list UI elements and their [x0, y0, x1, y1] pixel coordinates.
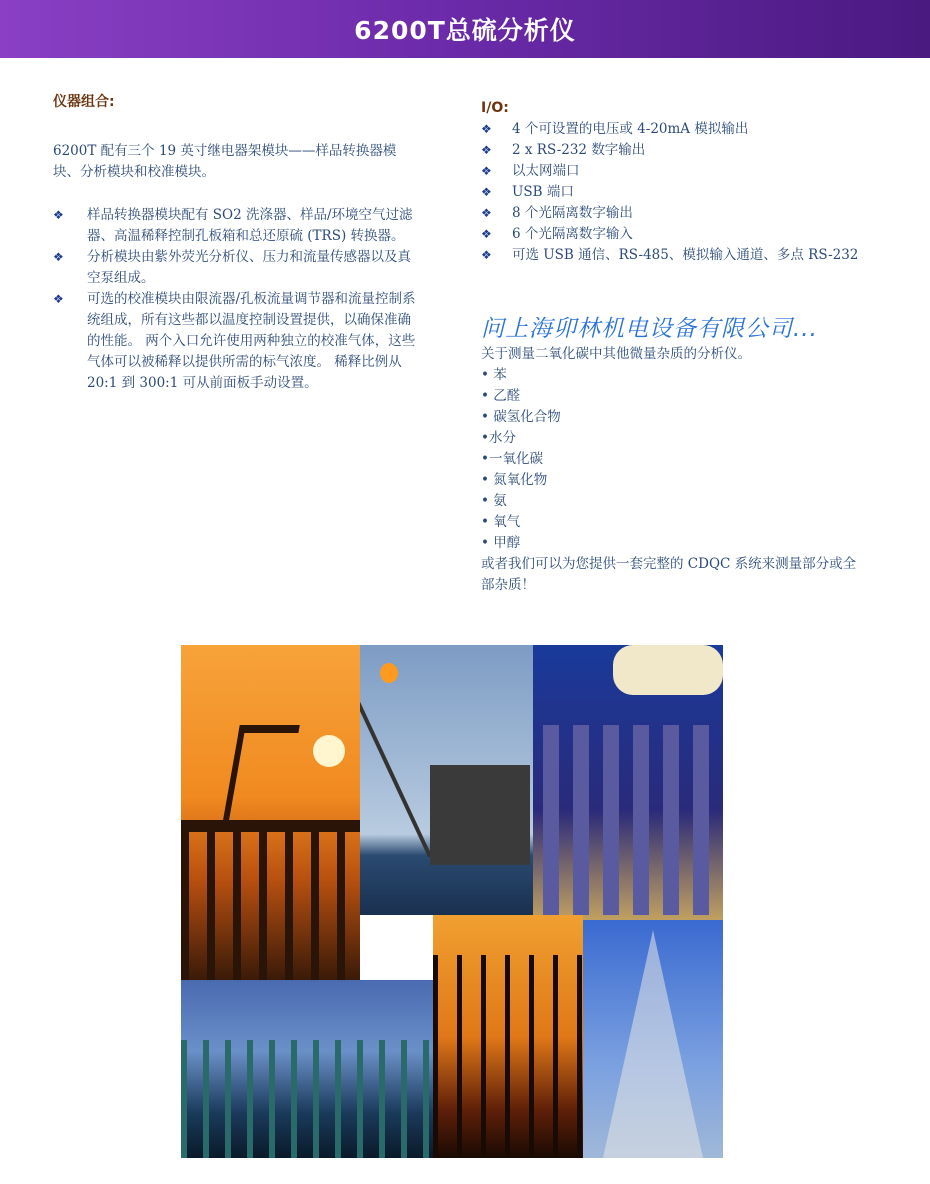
- list-item: •水分: [481, 430, 516, 446]
- list-item: ❖ 可选 USB 通信、RS-485、模拟输入通道、多点 RS-232: [481, 245, 861, 266]
- list-item: •一氧化碳: [481, 451, 543, 467]
- list-item: • 氧气: [481, 514, 521, 530]
- page-title: 6200T总硫分析仪: [354, 16, 576, 45]
- list-item: • 碳氢化合物: [481, 409, 561, 425]
- list-item: ❖ 8 个光隔离数字输出: [481, 203, 861, 224]
- list-item: ❖ 6 个光隔离数字输入: [481, 224, 861, 245]
- module-list: [53, 205, 423, 394]
- list-item: • 氨: [481, 493, 507, 509]
- offshore-rig-photo: [360, 645, 533, 915]
- section-heading: 仪器组合:: [53, 94, 115, 110]
- io-list: [481, 119, 861, 266]
- impurity-list: [481, 365, 861, 554]
- drilling-rig-photo: [583, 920, 723, 1158]
- refinery-night-photo: [181, 980, 433, 1158]
- list-item: ❖ 以太网端口: [481, 161, 861, 182]
- intro-text: 6200T 配有三个 19 英寸继电器架模块——样品转换器模块、分析模块和校准模块。: [53, 143, 397, 180]
- list-item: • 氮氧化物: [481, 472, 548, 488]
- page-header: [0, 0, 930, 58]
- list-item: ❖ 分析模块由紫外荧光分析仪、压力和流量传感器以及真空泵组成。: [53, 247, 423, 289]
- list-item: • 乙醛: [481, 388, 521, 404]
- list-item: ❖ 4 个可设置的电压或 4-20mA 模拟输出: [481, 119, 861, 140]
- list-item: ❖ 可选的校准模块由限流器/孔板流量调节器和流量控制系统组成，所有这些都以温度控制设置提供，以确保准确的性能。 两个入口允许使用两种独立的校准气体，这些气体可以被稀释以提供所需的标气浓度。 稀释比例从 20:1 到 300:1 可从前面板手动设置。: [53, 289, 423, 394]
- io-section: [481, 98, 861, 596]
- instrument-section: [53, 92, 423, 394]
- test-tubes-photo: [533, 645, 723, 920]
- list-item: ❖ 样品转换器模块配有 SO2 洗涤器、样品/环境空气过滤器、高温稀释控制孔板箱和总还原硫 (TRS) 转换器。: [53, 205, 423, 247]
- refinery-sunset-photo: [433, 915, 583, 1158]
- list-item: • 甲醇: [481, 535, 521, 551]
- oil-pump-sunset-photo: [181, 645, 360, 980]
- closing-text: 或者我们可以为您提供一套完整的 CDQC 系统来测量部分或全部杂质！: [481, 556, 857, 593]
- list-item: ❖ USB 端口: [481, 182, 861, 203]
- io-heading: I/O:: [481, 100, 509, 116]
- list-item: • 苯: [481, 367, 507, 383]
- description: 关于测量二氧化碳中其他微量杂质的分析仪。: [481, 346, 751, 362]
- list-item: ❖ 2 x RS-232 数字输出: [481, 140, 861, 161]
- company-name: 问上海卯林机电设备有限公司...: [481, 316, 818, 342]
- photo-collage: [181, 645, 723, 1158]
